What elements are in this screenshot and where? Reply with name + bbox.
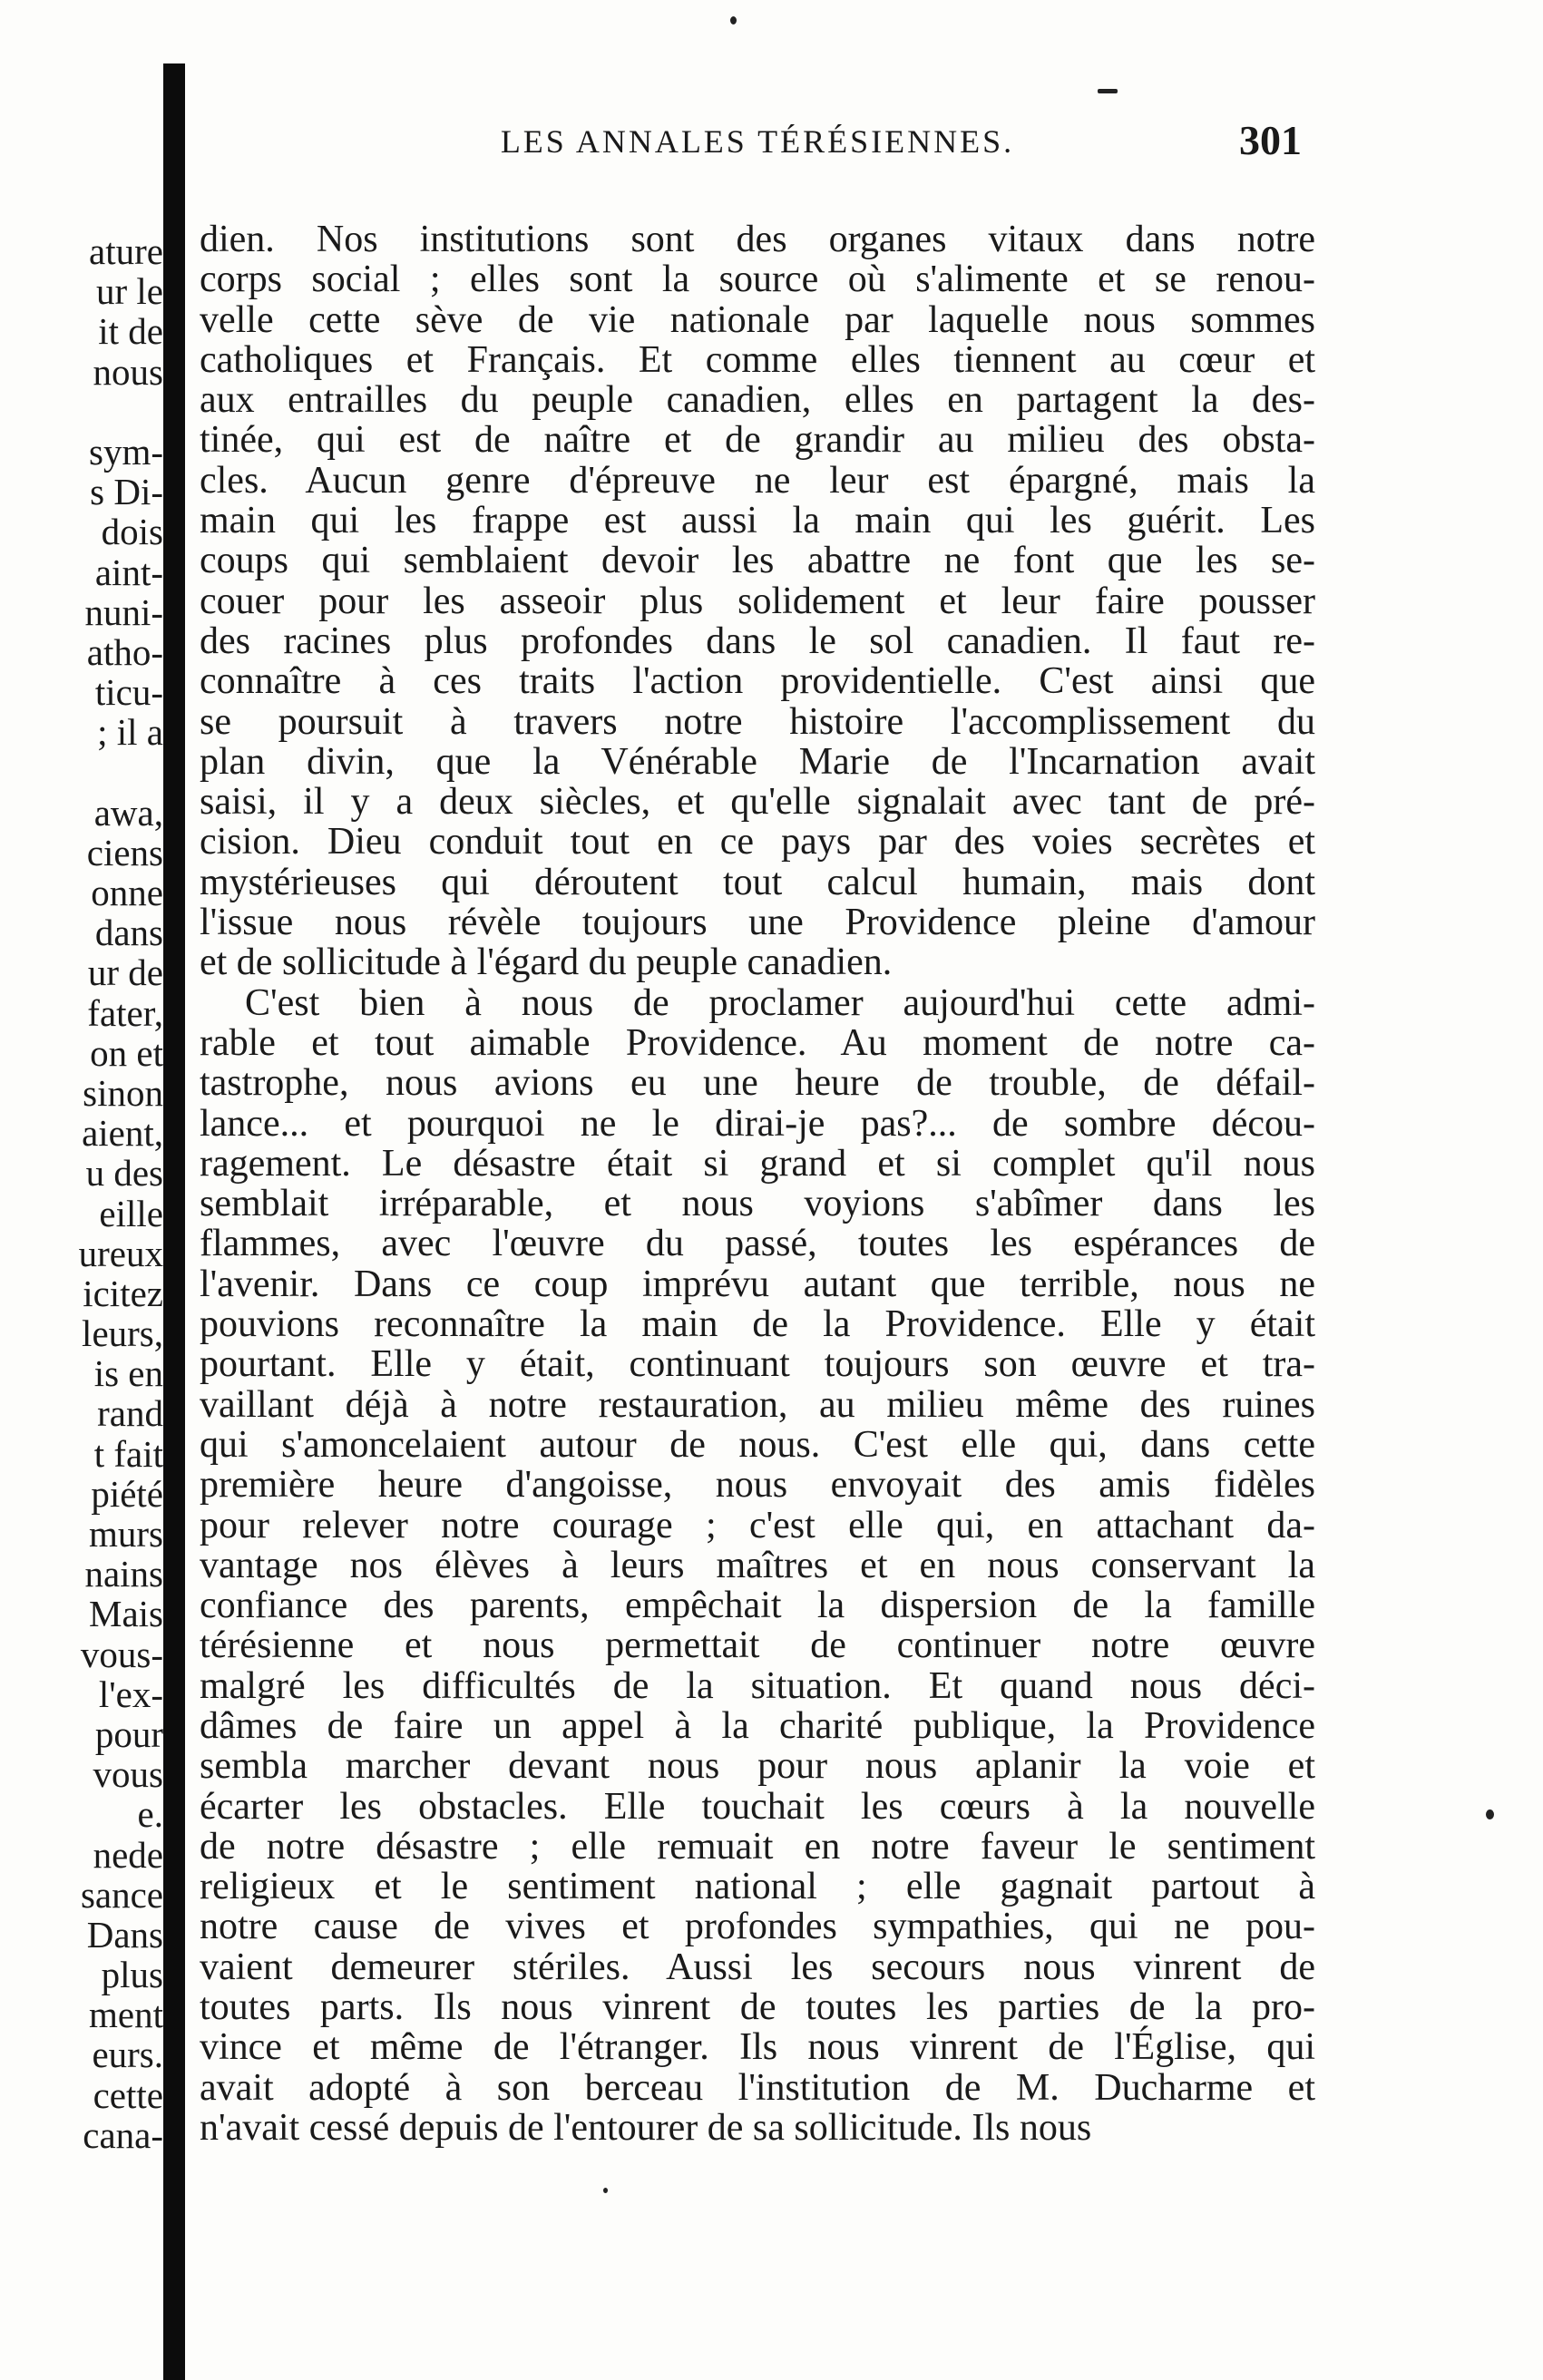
page-number: 301 <box>1239 117 1302 163</box>
fragment-line: nous <box>93 350 163 393</box>
fragment-line: ureux <box>78 1232 163 1274</box>
fragment-line: e. <box>137 1793 163 1836</box>
text-line: et de sollicitude à l'égard du peuple canadien. <box>200 941 893 984</box>
fragment-line: ciens <box>86 831 163 873</box>
text-line: l'avenir. Dans ce coup imprévu autant que terrible, nous ne <box>200 1263 1315 1305</box>
text-line: tinée, qui est de naître et de grandir au milieu des obsta- <box>200 419 1315 462</box>
text-line: sembla marcher devant nous pour nous aplanir la voie et <box>200 1745 1315 1788</box>
text-line: se poursuit à travers notre histoire l'accomplissement du <box>200 700 1315 743</box>
fragment-line: aient, <box>82 1112 163 1155</box>
text-line: aux entrailles du peuple canadien, elles en partagent la des- <box>200 379 1315 422</box>
fragment-line: u des <box>85 1152 163 1195</box>
fragment-line: it de <box>98 310 163 353</box>
fragment-line: ur le <box>96 270 163 313</box>
fragment-line <box>36 752 163 792</box>
text-line: connaître à ces traits l'action providentielle. C'est ainsi que <box>200 660 1315 703</box>
text-line: dien. Nos institutions sont des organes vitaux dans notre <box>200 219 1315 260</box>
text-line: malgré les difficultés de la situation. Et quand nous déci- <box>200 1664 1315 1707</box>
text-line: flammes, avec l'œuvre du passé, toutes les espérances de <box>200 1223 1315 1265</box>
fragment-line: ; il a <box>97 711 163 754</box>
text-line: tastrophe, nous avions eu une heure de trouble, de défail- <box>200 1062 1315 1105</box>
text-line: coups qui semblaient devoir les abattre ne font que les se- <box>200 540 1315 582</box>
fragment-line: dans <box>94 912 163 954</box>
text-line: corps social ; elles sont la source où s'alimente et se renou- <box>200 258 1315 301</box>
fragment-line: cette <box>93 2073 163 2116</box>
text-line: rable et tout aimable Providence. Au moment de notre ca- <box>200 1021 1315 1064</box>
text-line: vaient demeurer stériles. Aussi les secours nous vinrent de <box>200 1946 1315 1988</box>
fragment-line: rand <box>97 1392 163 1435</box>
text-line: religieux et le sentiment national ; elle gagnait partout à <box>200 1866 1315 1908</box>
fragment-line: onne <box>91 872 163 913</box>
fragment-line: s Di- <box>90 471 163 513</box>
body-text <box>200 219 1315 2148</box>
fragment-line: murs <box>89 1513 163 1555</box>
text-line: pourtant. Elle y était, continuant toujours son œuvre et tra- <box>200 1343 1315 1386</box>
text-line: térésienne et nous permettait de continuer notre œuvre <box>200 1624 1315 1667</box>
text-line: cles. Aucun genre d'épreuve ne leur est épargné, mais la <box>200 459 1315 502</box>
text-line: semblait irréparable, et nous voyions s'abîmer dans les <box>200 1183 1315 1225</box>
text-line: mystérieuses qui déroutent tout calcul humain, mais dont <box>200 861 1315 903</box>
ink-speck <box>1098 89 1118 93</box>
text-line: plan divin, que la Vénérable Marie de l'Incarnation avait <box>200 740 1315 783</box>
fragment-line: nains <box>84 1553 163 1595</box>
text-line: qui s'amoncelaient autour de nous. C'est elle qui, dans cette <box>200 1423 1315 1466</box>
text-line: vince et même de l'étranger. Ils nous vinrent de l'Église, qui <box>200 2026 1315 2069</box>
text-line: pour relever notre courage ; c'est elle qui, en attachant da- <box>200 1504 1315 1546</box>
fragment-line: plus <box>101 1954 163 1996</box>
fragment-line: sym- <box>89 430 163 473</box>
fragment-line: l'ex- <box>98 1673 163 1715</box>
text-line: pouvions reconnaître la main de la Providence. Elle y était <box>200 1303 1315 1346</box>
fragment-line: cana- <box>83 2113 163 2155</box>
ink-speck <box>1486 1809 1494 1819</box>
running-title: LES ANNALES TÉRÉSIENNES. <box>500 123 1015 160</box>
text-line: vaillant déjà à notre restauration, au milieu même des ruines <box>200 1383 1315 1426</box>
fragment-line <box>36 392 163 432</box>
fragment-line: eurs. <box>92 2034 163 2076</box>
text-line: couer pour les asseoir plus solidement et leur faire pousser <box>200 580 1315 622</box>
text-line: catholiques et Français. Et comme elles tiennent au cœur et <box>200 338 1315 381</box>
fragment-line: pour <box>94 1712 163 1755</box>
ink-speck <box>603 2188 608 2193</box>
fragment-line: awa, <box>93 791 163 834</box>
fragment-line: ment <box>89 1994 163 2036</box>
fragment-line: ature <box>89 231 163 272</box>
text-line: confiance des parents, empêchait la dispersion de la famille <box>200 1585 1315 1627</box>
text-line: velle cette sève de vie nationale par laquelle nous sommes <box>200 298 1315 341</box>
fragment-line: ur de <box>87 951 163 994</box>
fragment-line: icitez <box>83 1272 163 1314</box>
fragment-line: sance <box>80 1873 163 1916</box>
fragment-line: t fait <box>93 1432 163 1475</box>
facing-page-fragment <box>36 231 163 2155</box>
fragment-line: atho- <box>86 630 163 673</box>
fragment-line: Dans <box>86 1913 163 1956</box>
text-line: de notre désastre ; elle remuait en notre faveur le sentiment <box>200 1825 1315 1868</box>
fragment-line: sinon <box>83 1071 163 1114</box>
text-line: saisi, il y a deux siècles, et qu'elle signalait avec tant de pré- <box>200 781 1315 824</box>
fragment-line: fater, <box>87 991 163 1034</box>
fragment-line: piété <box>91 1472 163 1515</box>
text-line: main qui les frappe est aussi la main qui les guérit. Les <box>200 500 1315 542</box>
text-line: vantage nos élèves à leurs maîtres et en nous conservant la <box>200 1544 1315 1586</box>
fragment-line: aint- <box>94 551 163 593</box>
text-line: des racines plus profondes dans le sol canadien. Il faut re- <box>200 619 1315 662</box>
ink-speck <box>730 16 737 24</box>
fragment-line: vous <box>93 1753 163 1796</box>
text-line: toutes parts. Ils nous vinrent de toutes les parties de la pro- <box>200 1986 1315 2029</box>
text-line: cision. Dieu conduit tout en ce pays par des voies secrètes et <box>200 821 1315 863</box>
fragment-line: leurs, <box>82 1312 163 1355</box>
fragment-line: vous- <box>80 1633 163 1675</box>
fragment-line: dois <box>101 511 163 553</box>
text-line: C'est bien à nous de proclamer aujourd'hui cette admi- <box>245 981 1315 1024</box>
fragment-line: nuni- <box>84 590 163 633</box>
text-line: avait adopté à son berceau l'institution de M. Ducharme et <box>200 2066 1315 2109</box>
text-line: l'issue nous révèle toujours une Providence pleine d'amour <box>200 902 1315 944</box>
fragment-line: on et <box>90 1031 163 1074</box>
text-line: première heure d'angoisse, nous envoyait des amis fidèles <box>200 1464 1315 1507</box>
fragment-line: nede <box>93 1833 163 1876</box>
fragment-line: is en <box>93 1352 163 1395</box>
text-line: écarter les obstacles. Elle touchait les cœurs à la nouvelle <box>200 1785 1315 1828</box>
text-line: lance... et pourquoi ne le dirai-je pas?... de sombre décou- <box>200 1102 1315 1145</box>
fragment-line: eille <box>99 1192 163 1234</box>
text-line: n'avait cessé depuis de l'entourer de sa sollicitude. Ils nous <box>200 2106 1092 2149</box>
binding-gutter-shadow <box>163 63 185 2380</box>
text-line: ragement. Le désastre était si grand et si complet qu'il nous <box>200 1142 1315 1185</box>
fragment-line: Mais <box>89 1593 163 1635</box>
text-line: notre cause de vives et profondes sympathies, qui ne pou- <box>200 1906 1315 1948</box>
fragment-line: ticu- <box>94 671 163 714</box>
text-line: dâmes de faire un appel à la charité publique, la Providence <box>200 1704 1315 1747</box>
